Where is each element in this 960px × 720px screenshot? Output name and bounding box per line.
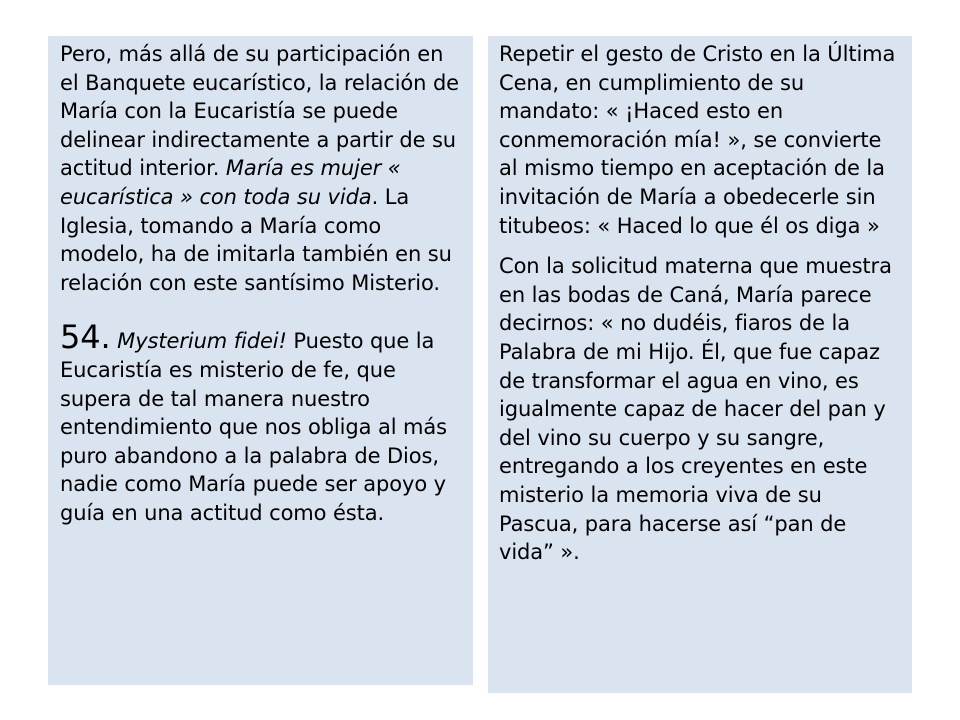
left-text-panel	[48, 36, 473, 685]
left-p2-text: Puesto que la Eucaristía es misterio de fe, que supera de tal manera nuestro entendimiento que nos obliga al más puro abandono a la palabra de Dios, nadie como María puede ser apoyo y guía en una actitud como ésta.	[60, 329, 448, 525]
left-p1-text-a: Pero, más allá de su participación en el Banquete eucarístico, la relación de María con la Eucaristía se puede delinear indirectamente a partir de su actitud interior.	[60, 42, 460, 181]
left-p1-text-b: . La Iglesia, tomando a María como modelo, ha de imitarla también en su relación con este santísimo Misterio.	[60, 184, 452, 295]
left-p1-italic: María es mujer « eucarística » con toda su vida	[60, 156, 401, 209]
left-p2-italic: Mysterium fidei!	[117, 329, 287, 354]
right-paragraph-2: Con la solicitud materna que muestra en las bodas de Caná, María parece decirnos: « no dudéis, fiaros de la Palabra de mi Hijo. Él, que fue capaz de transformar el agua en vino, es igualmente capaz de hacer del pan y del vino su cuerpo y su sangre, entregando a los creyentes en este misterio la memoria viva de su Pascua, para hacerse así “pan de vida” ».	[499, 254, 892, 565]
right-paragraph-1: Repetir el gesto de Cristo en la Última Cena, en cumplimiento de su mandato: « ¡Haced esto en conmemoración mía! », se convierte al mismo tiempo en aceptación de la invitación de María a obedecerle sin titubeos: « Haced lo que él os diga »	[499, 42, 896, 238]
left-paragraph-1	[60, 40, 461, 297]
left-paragraph-2	[60, 318, 461, 527]
paragraph-number: 54.	[60, 318, 111, 357]
right-text-panel	[488, 36, 912, 693]
